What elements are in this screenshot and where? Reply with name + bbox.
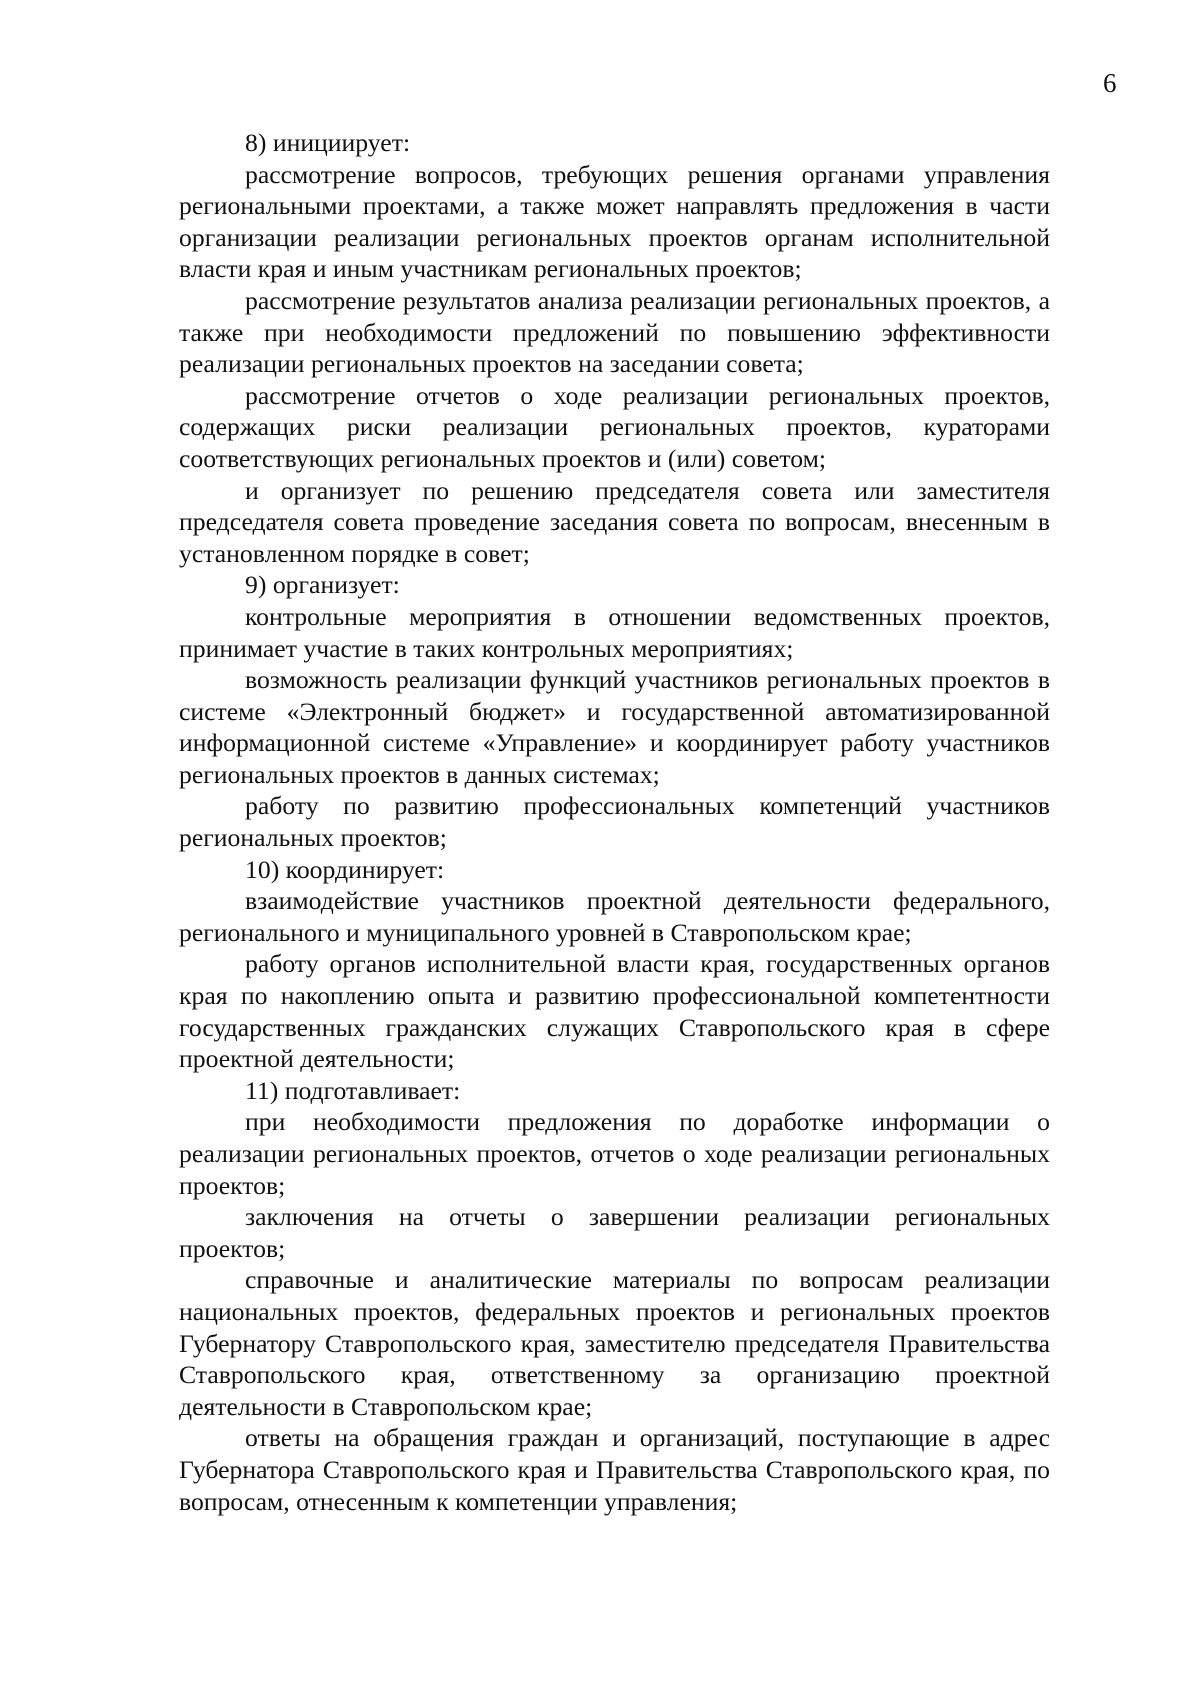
item-10-heading: 10) координирует: xyxy=(245,854,445,884)
paragraph: работу органов исполнительной власти края, государственных органов края по накоплению опыта и развитию профессиональной компетентности государственных гражданских служащих Ставропольского края в сфере проектной деятельности; xyxy=(179,949,1050,1074)
item-8-heading: 8) инициирует: xyxy=(245,128,411,157)
item-11-heading: 11) подготавливает: xyxy=(245,1075,461,1105)
paragraph: и организует по решению председателя совета или заместителя председателя совета проведение заседания совета по вопросам, внесенным в установленном порядке в совет; xyxy=(179,475,1050,568)
paragraph: при необходимости предложения по доработке информации о реализации региональных проектов, отчетов о ходе реализации региональных проектов; xyxy=(179,1107,1050,1200)
paragraph: ответы на обращения граждан и организаций, поступающие в адрес Губернатора Ставропольского края и Правительства Ставропольского края, по вопросам, отнесенным к компетенции управления; xyxy=(179,1423,1050,1516)
paragraph: рассмотрение вопросов, требующих решения органами управления региональными проектами, а также может направлять предложения в части организации реализации региональных проектов органам исполнительной власти края и иным участникам региональных проектов; xyxy=(179,159,1050,284)
paragraph: справочные и аналитические материалы по вопросам реализации национальных проектов, федеральных проектов и региональных проектов Губернатору Ставропольского края, заместителю председателя Правительства Ставропольского края, ответственному за организацию проектной деятельности в Ставропольском крае; xyxy=(179,1265,1050,1421)
paragraph: рассмотрение результатов анализа реализации региональных проектов, а также при необходимости предложений по повышению эффективности реализации региональных проектов на заседании совета; xyxy=(179,285,1050,379)
page-number: 6 xyxy=(1103,68,1117,98)
paragraph: заключения на отчеты о завершении реализации региональных проектов; xyxy=(179,1202,1050,1263)
paragraph: возможность реализации функций участников региональных проектов в системе «Электронный бюджет» и государственной автоматизированной информационной системе «Управление» и координирует работу участников региональных проектов в данных системах; xyxy=(179,665,1050,789)
paragraph: рассмотрение отчетов о ходе реализации региональных проектов, содержащих риски реализации региональных проектов, кураторами соответствующих региональных проектов и (или) советом; xyxy=(179,380,1050,473)
paragraph: контрольные мероприятия в отношении ведомственных проектов, принимает участие в таких контрольных мероприятиях; xyxy=(179,601,1050,663)
paragraph: работу по развитию профессиональных компетенций участников региональных проектов; xyxy=(179,791,1050,853)
paragraph: взаимодействие участников проектной деятельности федерального, регионального и муниципального уровней в Ставропольском крае; xyxy=(179,886,1050,947)
document-body xyxy=(179,127,1050,1517)
item-9-heading: 9) организует: xyxy=(245,570,400,600)
